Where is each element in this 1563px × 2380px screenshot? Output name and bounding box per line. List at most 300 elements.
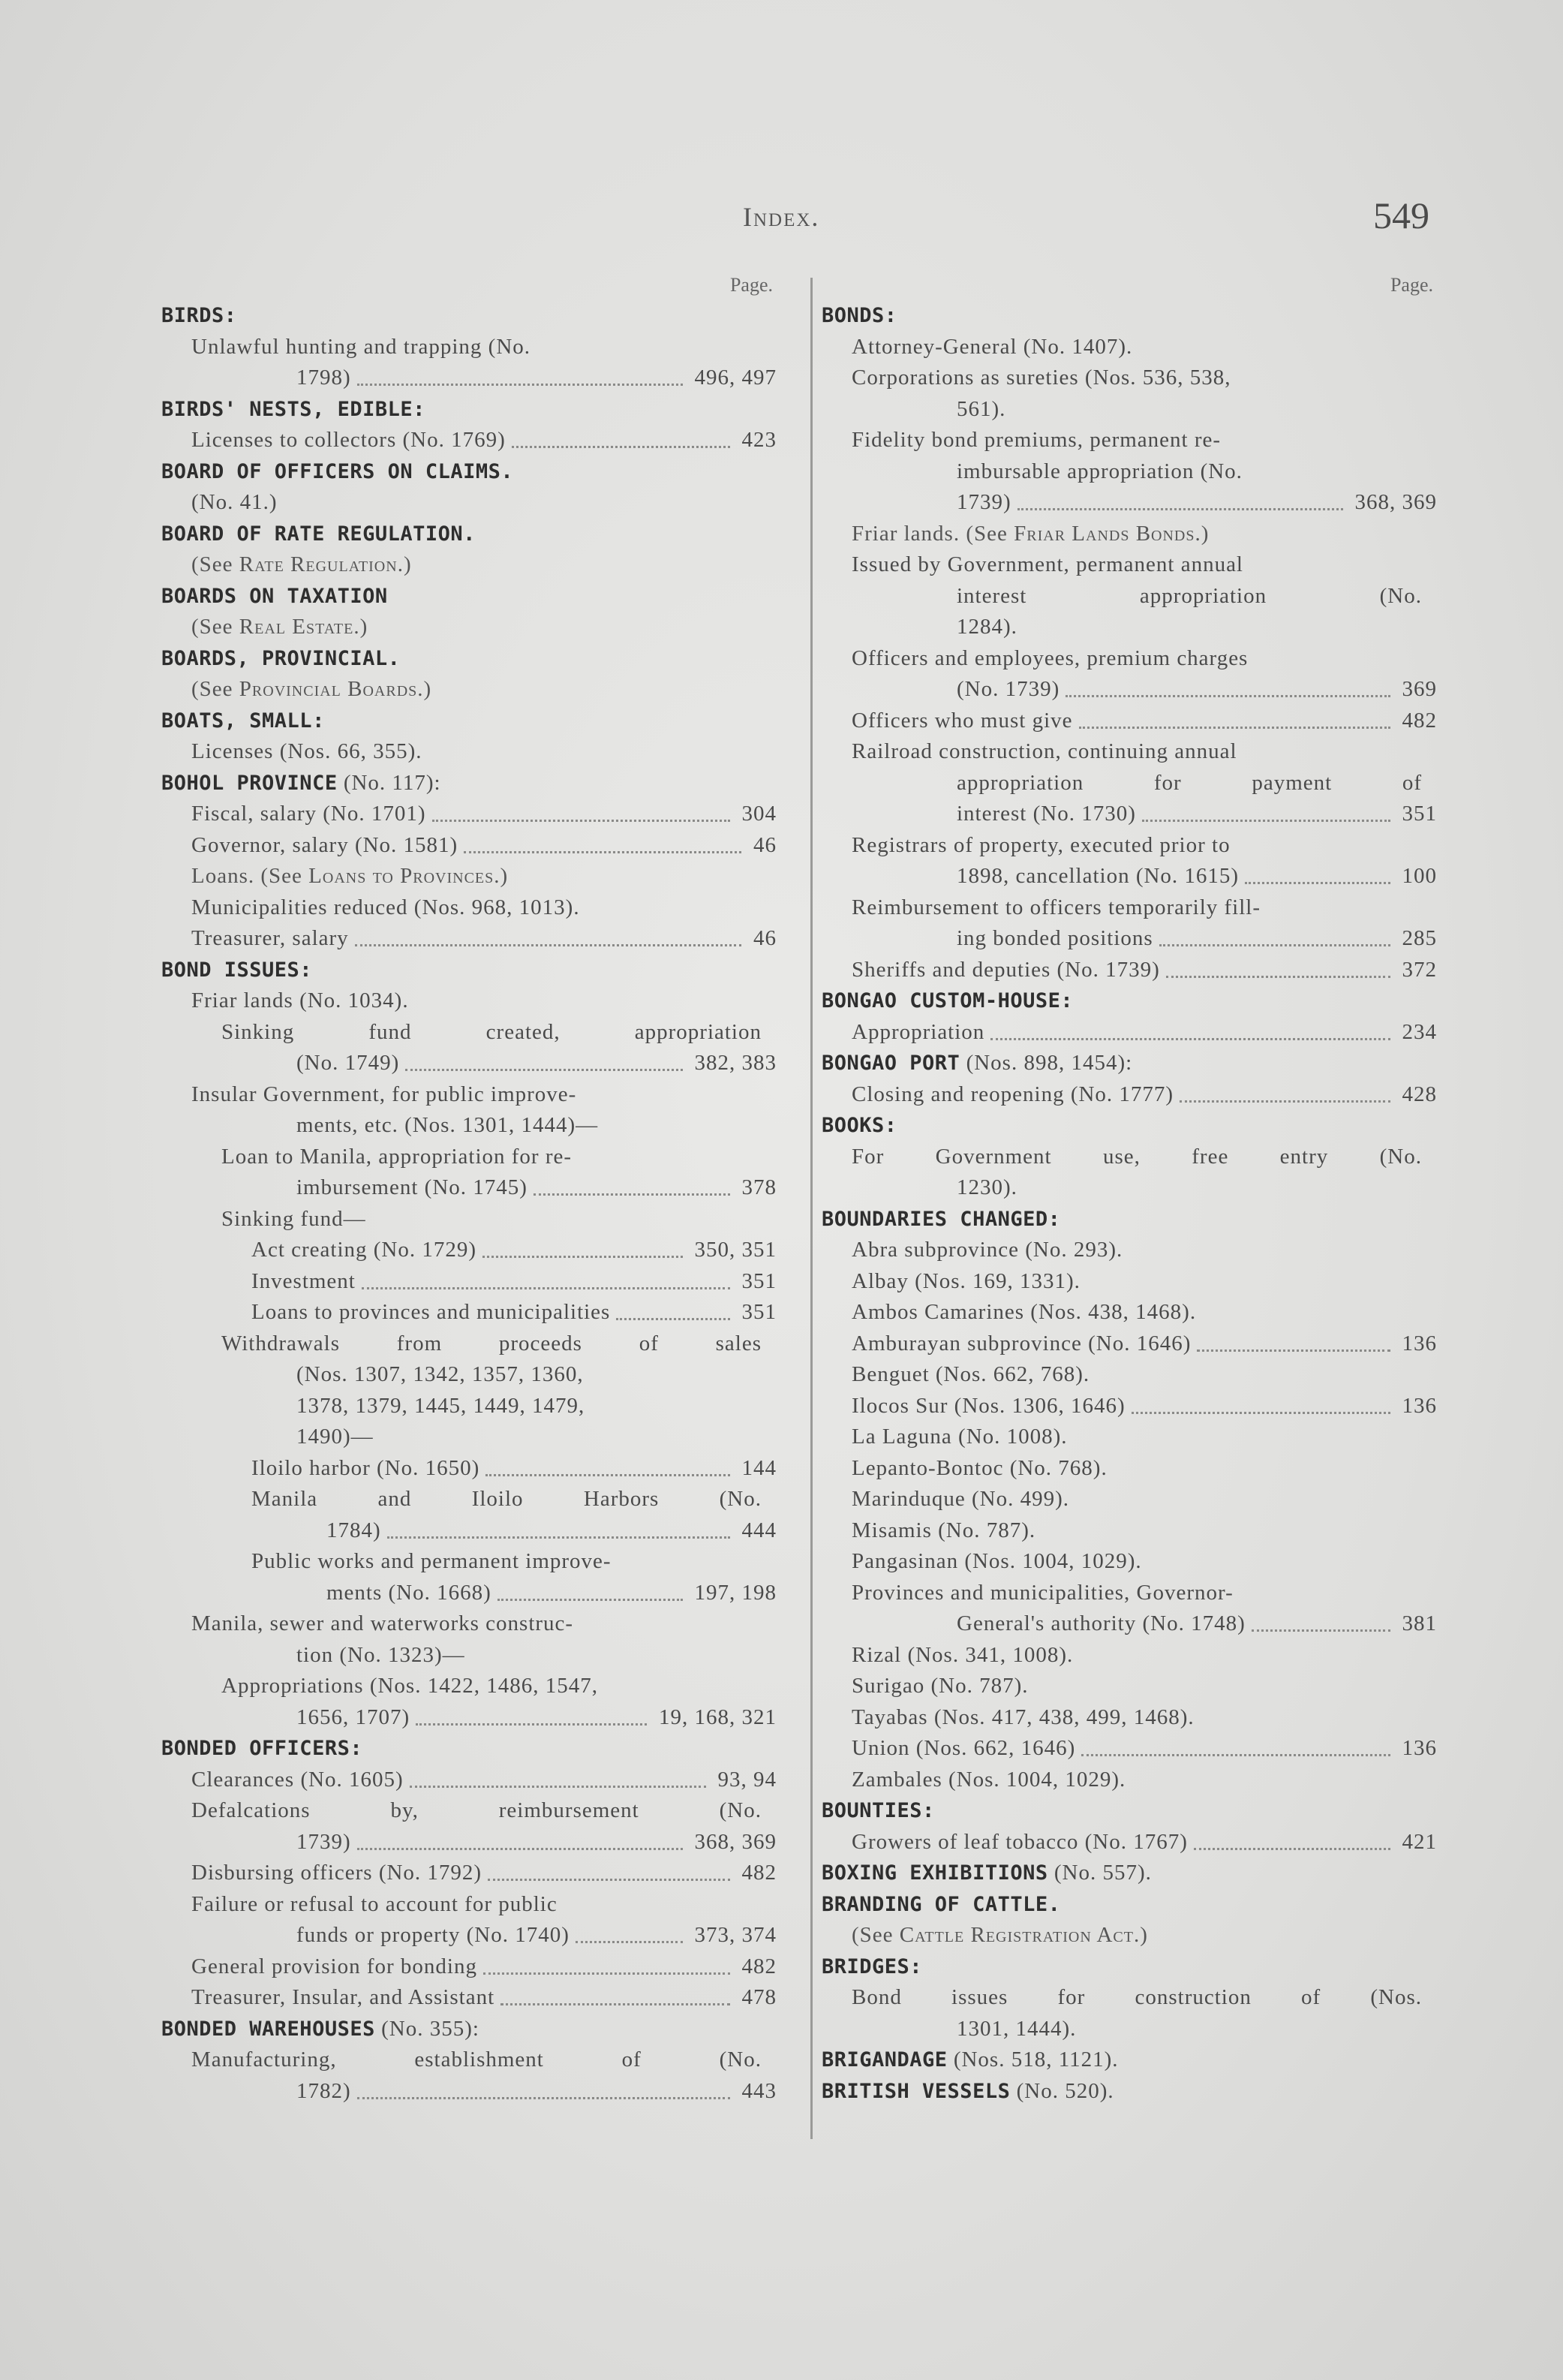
index-entry [822,1827,1437,1858]
entry-text: Clearances (No. 1605) [191,1767,404,1792]
index-entry [822,923,1437,955]
entry-text: 1378, 1379, 1445, 1449, 1479, [296,1393,585,1418]
index-entry [822,1422,1437,1453]
entry-text: Union (Nos. 662, 1646) [852,1736,1076,1760]
entry-text: 1656, 1707) [296,1705,410,1729]
entry-text: (Nos. 1307, 1342, 1357, 1360, [296,1362,584,1386]
leader-dots [387,1535,730,1539]
heading-text: BOUNDARIES CHANGED: [822,1207,1061,1231]
page-reference: 369 [1402,677,1437,701]
leader-dots [357,1846,683,1850]
entry-text: ments (No. 1668) [326,1580,491,1605]
index-heading [161,456,777,488]
entry-text: Appropriations (Nos. 1422, 1486, 1547, [221,1674,598,1698]
leader-dots [1166,974,1390,978]
cross-reference [161,861,777,892]
index-entry [161,1172,777,1204]
page-number: 549 [1373,194,1429,236]
index-entry [822,1142,1437,1173]
index-entry [161,1079,777,1111]
entry-text: General's authority (No. 1748) [957,1611,1246,1635]
index-entry [161,1765,777,1796]
cross-reference [161,612,777,643]
entry-text: Governor, salary (No. 1581) [191,832,458,857]
index-entry [822,332,1437,363]
page-reference: 19, 168, 321 [659,1705,777,1729]
index-heading [161,643,777,675]
index-entry [822,1671,1437,1702]
index-entry [161,1110,777,1142]
heading-act-reference: (No. 557). [1048,1861,1152,1885]
entry-text: Rizal (Nos. 341, 1008). [852,1642,1074,1667]
page-reference: 478 [741,1985,777,2009]
entry-text: Sheriffs and deputies (No. 1739) [852,957,1160,982]
index-entry [822,1765,1437,1796]
index-entry [161,1266,777,1298]
entry-text: Manila and Iloilo Harbors (No. [251,1487,762,1511]
index-entry [822,1328,1437,1360]
entry-text: Surigao (No. 787). [852,1674,1029,1698]
cross-reference-prefix: (See [191,677,239,701]
index-entry [822,394,1437,426]
entry-text: Growers of leaf tobacco (No. 1767) [852,1829,1188,1854]
entry-text: 1739) [957,490,1011,514]
index-entry [161,830,777,862]
entry-text: Municipalities reduced (Nos. 968, 1013). [191,895,580,919]
index-heading [161,768,777,799]
cross-reference-prefix: Loans. (See [191,864,309,888]
page-reference: 372 [1402,957,1437,982]
entry-text: Failure or refusal to account for public [191,1891,558,1916]
page-reference: 136 [1402,1331,1437,1355]
entry-text: Officers and employees, premium charges [852,645,1249,670]
page-reference: 46 [753,832,777,857]
entry-text: Railroad construction, continuing annual [852,739,1237,763]
entry-text: Public works and permanent improve- [251,1549,612,1573]
page-reference: 482 [1402,708,1437,733]
running-head [0,194,1563,246]
index-entry [161,736,777,768]
page-reference: 428 [1402,1082,1437,1106]
entry-text: Treasurer, Insular, and Assistant [191,1985,495,2009]
index-heading [822,1889,1437,1921]
index-entry [822,861,1437,892]
entry-text: Iloilo harbor (No. 1650) [251,1455,480,1480]
page-reference: 382, 383 [694,1051,777,1075]
index-entry [161,1858,777,1889]
index-heading [822,1795,1437,1827]
entry-text: Disbursing officers (No. 1792) [191,1861,482,1885]
heading-text: BOATS, SMALL: [161,709,325,733]
page-reference: 368, 369 [694,1829,777,1854]
heading-act-reference: (No. 117): [337,770,441,795]
entry-text: Treasurer, salary [191,926,349,950]
index-entry [822,1079,1437,1111]
index-entry [822,612,1437,643]
heading-text: BRIDGES: [822,1954,923,1978]
page-reference: 444 [741,1518,777,1542]
cross-reference-prefix: (See [191,552,239,576]
index-entry [822,1172,1437,1204]
entry-text: 1784) [326,1518,381,1542]
entry-text: imbursement (No. 1745) [296,1175,528,1199]
index-entry [822,1017,1437,1049]
entry-text: ing bonded positions [957,926,1153,950]
heading-act-reference: (No. 520). [1010,2078,1114,2103]
cross-reference-target: Provincial Boards.) [239,677,432,701]
entry-text: Misamis (No. 787). [852,1518,1036,1542]
index-entry [161,1578,777,1609]
index-entry [822,425,1437,456]
index-entry [161,1546,777,1578]
heading-text: BRIGANDAGE [822,2048,948,2072]
cross-reference [161,674,777,706]
entry-text: Abra subprovince (No. 293). [852,1238,1123,1262]
index-entry [161,1515,777,1547]
entry-text: Withdrawals from proceeds of sales [221,1331,762,1355]
index-entry [161,799,777,830]
entry-text: Unlawful hunting and trapping (No. [191,334,531,359]
entry-text: Fiscal, salary (No. 1701) [191,802,426,826]
entry-text: Manila, sewer and waterworks construc- [191,1611,574,1635]
entry-text: For Government use, free entry (No. [852,1144,1422,1169]
entry-text: 1739) [296,1829,351,1854]
index-entry [161,1048,777,1079]
entry-text: Reimbursement to officers temporarily fill- [852,895,1261,919]
entry-text: funds or property (No. 1740) [296,1923,570,1947]
leader-dots [1017,507,1343,510]
entry-text: 1230). [957,1175,1017,1199]
leader-dots [497,1597,683,1601]
column-divider [810,278,813,2139]
index-column-left [161,270,777,2107]
index-heading [822,1048,1437,1079]
entry-text: 1284). [957,615,1017,639]
entry-text: Appropriation [852,1019,985,1044]
cross-reference [822,1920,1437,1951]
index-entry [822,830,1437,862]
leader-dots [1197,1348,1390,1352]
entry-text: Tayabas (Nos. 417, 438, 499, 1468). [852,1705,1195,1729]
entry-text: Amburayan subprovince (No. 1646) [852,1331,1192,1355]
page-reference: 144 [741,1455,777,1480]
entry-text: Benguet (Nos. 662, 768). [852,1362,1090,1386]
page-reference: 285 [1402,926,1437,950]
entry-text: tion (No. 1323)— [296,1642,465,1667]
entry-text: Insular Government, for public improve- [191,1082,577,1106]
leader-dots [990,1037,1390,1040]
leader-dots [410,1784,706,1788]
index-heading [161,2014,777,2045]
index-entry [822,1235,1437,1266]
entry-text: Ambos Camarines (Nos. 438, 1468). [852,1300,1197,1324]
leader-dots [512,444,730,448]
page-column-label: Page. [1390,274,1433,296]
index-entry [161,892,777,924]
entry-text: Sinking fund— [221,1206,366,1231]
index-heading [161,519,777,550]
index-entry [822,1702,1437,1734]
index-heading [161,581,777,612]
index-entry [161,1328,777,1360]
index-entry [161,1359,777,1391]
page-reference: 351 [741,1268,777,1293]
leader-dots [1081,1753,1390,1756]
page-reference: 136 [1402,1393,1437,1418]
heading-act-reference: (No. 355): [374,2016,479,2041]
heading-act-reference: (Nos. 898, 1454): [960,1051,1133,1075]
cross-reference-target: Cattle Registration Act.) [899,1923,1148,1947]
running-head-title: Index. [743,202,820,232]
heading-text: BOOKS: [822,1114,897,1137]
entry-text: Lepanto-Bontoc (No. 768). [852,1455,1108,1480]
index-heading [822,2045,1437,2076]
index-heading [822,1204,1437,1235]
index-entry [161,1204,777,1235]
page-reference: 381 [1402,1611,1437,1635]
index-heading [161,1733,777,1765]
page-reference: 423 [741,428,777,452]
heading-text: BRITISH VESSELS [822,2079,1011,2103]
index-entry [822,1515,1437,1547]
page-reference: 482 [741,1954,777,1978]
entry-text: Sinking fund created, appropriation [221,1019,762,1044]
entry-text: Licenses to collectors (No. 1769) [191,428,506,452]
index-entry [161,1422,777,1453]
page-reference: 482 [741,1861,777,1885]
leader-dots [500,2002,729,2005]
index-entry [822,2014,1437,2045]
index-entry [161,1453,777,1485]
leader-dots [576,1939,683,1943]
entry-text: 1301, 1444). [957,2016,1077,2041]
index-entry [822,768,1437,799]
page-reference: 234 [1402,1019,1437,1044]
entry-text: imbursable appropriation (No. [957,459,1243,483]
leader-dots [357,382,683,386]
page-reference: 350, 351 [694,1238,777,1262]
index-entry [161,2076,777,2108]
leader-dots [482,1254,682,1258]
index-entry [822,1640,1437,1671]
index-entry [161,1982,777,2014]
leader-dots [1194,1846,1390,1850]
index-heading [822,1951,1437,1983]
entry-text: Corporations as sureties (Nos. 536, 538, [852,366,1231,390]
heading-act-reference: (Nos. 518, 1121). [947,2048,1119,2072]
index-entry [161,1702,777,1734]
index-entry [161,1608,777,1640]
leader-dots [1245,880,1390,884]
heading-text: BOXING EXHIBITIONS [822,1861,1048,1885]
index-entry [161,1017,777,1049]
index-entry [161,1484,777,1515]
index-entry [822,1297,1437,1328]
entry-text: Issued by Government, permanent annual [852,552,1243,576]
entry-text: Ilocos Sur (Nos. 1306, 1646) [852,1393,1126,1418]
cross-reference [161,549,777,581]
page-reference: 496, 497 [694,366,777,390]
entry-text: Act creating (No. 1729) [251,1238,477,1262]
entry-text: Loan to Manila, appropriation for re- [221,1144,573,1169]
entry-text: interest (No. 1730) [957,802,1136,826]
index-entry [822,643,1437,675]
index-heading [822,985,1437,1017]
index-heading [822,1110,1437,1142]
page-reference: 93, 94 [717,1767,777,1792]
index-entry [161,923,777,955]
cross-reference-target: Friar Lands Bonds.) [1014,521,1210,546]
entry-text: Provinces and municipalities, Governor- [852,1580,1234,1605]
entry-text: Attorney-General (No. 1407). [852,334,1133,359]
index-entry [822,1359,1437,1391]
entry-text: 1798) [296,366,351,390]
index-entry [822,1608,1437,1640]
index-entry [822,487,1437,519]
leader-dots [534,1192,730,1196]
index-entry [161,1795,777,1827]
page-reference: 378 [741,1175,777,1199]
entry-text: Zambales (Nos. 1004, 1029). [852,1767,1126,1792]
cross-reference-target: Rate Regulation.) [239,552,412,576]
leader-dots [616,1316,729,1320]
entry-text: appropriation for payment of [957,770,1422,795]
entry-text: Investment [251,1268,356,1293]
page-reference: 197, 198 [694,1580,777,1605]
heading-text: BOARDS ON TAXATION [161,584,388,608]
leader-dots [1066,694,1390,697]
entry-text: Registrars of property, executed prior to [852,832,1231,857]
leader-dots [405,1067,682,1071]
page-reference: 100 [1402,864,1437,888]
entry-text: 1898, cancellation (No. 1615) [957,864,1240,888]
entry-text: 561). [957,396,1006,421]
page-reference: 46 [753,926,777,950]
entry-text: Defalcations by, reimbursement (No. [191,1798,762,1822]
index-entry [161,1235,777,1266]
entry-text: 1782) [296,2078,351,2103]
page-reference: 351 [741,1300,777,1324]
entry-text: interest appropriation (No. [957,583,1422,608]
index-entry [822,1453,1437,1485]
entry-text: Bond issues for construction of (Nos. [852,1985,1422,2009]
entry-text: 1490)— [296,1425,374,1449]
index-entry [161,1142,777,1173]
heading-text: BONGAO CUSTOM-HOUSE: [822,989,1074,1012]
cross-reference [822,519,1437,550]
index-entry [822,1266,1437,1298]
leader-dots [488,1877,729,1881]
entry-text: Closing and reopening (No. 1777) [852,1082,1174,1106]
heading-text: BIRDS' NESTS, EDIBLE: [161,397,425,421]
cross-reference-prefix: Friar lands. (See [852,521,1014,546]
page-reference: 368, 369 [1354,490,1437,514]
leader-dots [464,850,741,853]
page-reference: 136 [1402,1736,1437,1760]
heading-text: BONDED WAREHOUSES [161,2017,375,2041]
index-heading [161,706,777,737]
leader-dots [416,1722,647,1726]
index-heading [822,1858,1437,1889]
leader-dots [1079,725,1390,729]
index-entry [822,1546,1437,1578]
index-entry [161,1920,777,1951]
index-entry [822,581,1437,612]
cross-reference-prefix: (See [852,1923,900,1947]
page-reference: 421 [1402,1829,1437,1854]
entry-text: (No. 1749) [296,1051,400,1075]
index-entry [161,985,777,1017]
heading-text: BRANDING OF CATTLE. [822,1892,1061,1916]
entry-text: General provision for bonding [191,1954,477,1978]
entry-text: Albay (Nos. 169, 1331). [852,1268,1081,1293]
index-entry [822,799,1437,830]
index-entry [822,1484,1437,1515]
entry-text: (No. 1739) [957,677,1060,701]
index-heading [822,2076,1437,2108]
entry-text: Loans to provinces and municipalities [251,1300,611,1324]
entry-text: Licenses (Nos. 66, 355). [191,739,422,763]
index-entry [161,1827,777,1858]
page-reference: 351 [1402,802,1437,826]
index-entry [161,332,777,363]
cross-reference-target: Loans to Provinces.) [308,864,509,888]
leader-dots [432,818,730,822]
index-entry [161,487,777,519]
index-heading [161,394,777,426]
cross-reference-prefix: (See [191,615,239,639]
leader-dots [357,2096,730,2099]
heading-text: BOUNTIES: [822,1799,935,1822]
leader-dots [1252,1628,1390,1632]
index-entry [161,1671,777,1702]
index-entry [161,1640,777,1671]
leader-dots [1132,1410,1390,1414]
index-column-right [822,270,1437,2107]
page-reference: 304 [741,802,777,826]
index-entry [822,1733,1437,1765]
leader-dots [485,1473,729,1476]
entry-text: Manufacturing, establishment of (No. [191,2048,762,2072]
index-entry [822,456,1437,488]
leader-dots [1180,1099,1390,1103]
page-reference: 373, 374 [694,1923,777,1947]
heading-text: BOND ISSUES: [161,958,313,982]
index-entry [161,2045,777,2076]
index-entry [822,1391,1437,1422]
entry-text: Pangasinan (Nos. 1004, 1029). [852,1549,1142,1573]
cross-reference-target: Real Estate.) [239,615,368,639]
index-entry [822,955,1437,986]
index-entry [822,363,1437,394]
entry-text: Fidelity bond premiums, permanent re- [852,428,1222,452]
leader-dots [362,1286,730,1289]
index-entry [822,1578,1437,1609]
index-entry [161,425,777,456]
index-entry [822,1982,1437,2014]
index-heading [161,300,777,332]
index-entry [822,674,1437,706]
leader-dots [355,943,741,946]
entry-text: ments, etc. (Nos. 1301, 1444)— [296,1113,599,1137]
heading-text: BOHOL PROVINCE [161,771,338,795]
page-reference: 443 [741,2078,777,2103]
heading-text: BONDED OFFICERS: [161,1737,363,1760]
heading-text: BOARDS, PROVINCIAL. [161,646,401,670]
index-entry [161,363,777,394]
index-entry [822,892,1437,924]
heading-text: BONDS: [822,304,897,327]
